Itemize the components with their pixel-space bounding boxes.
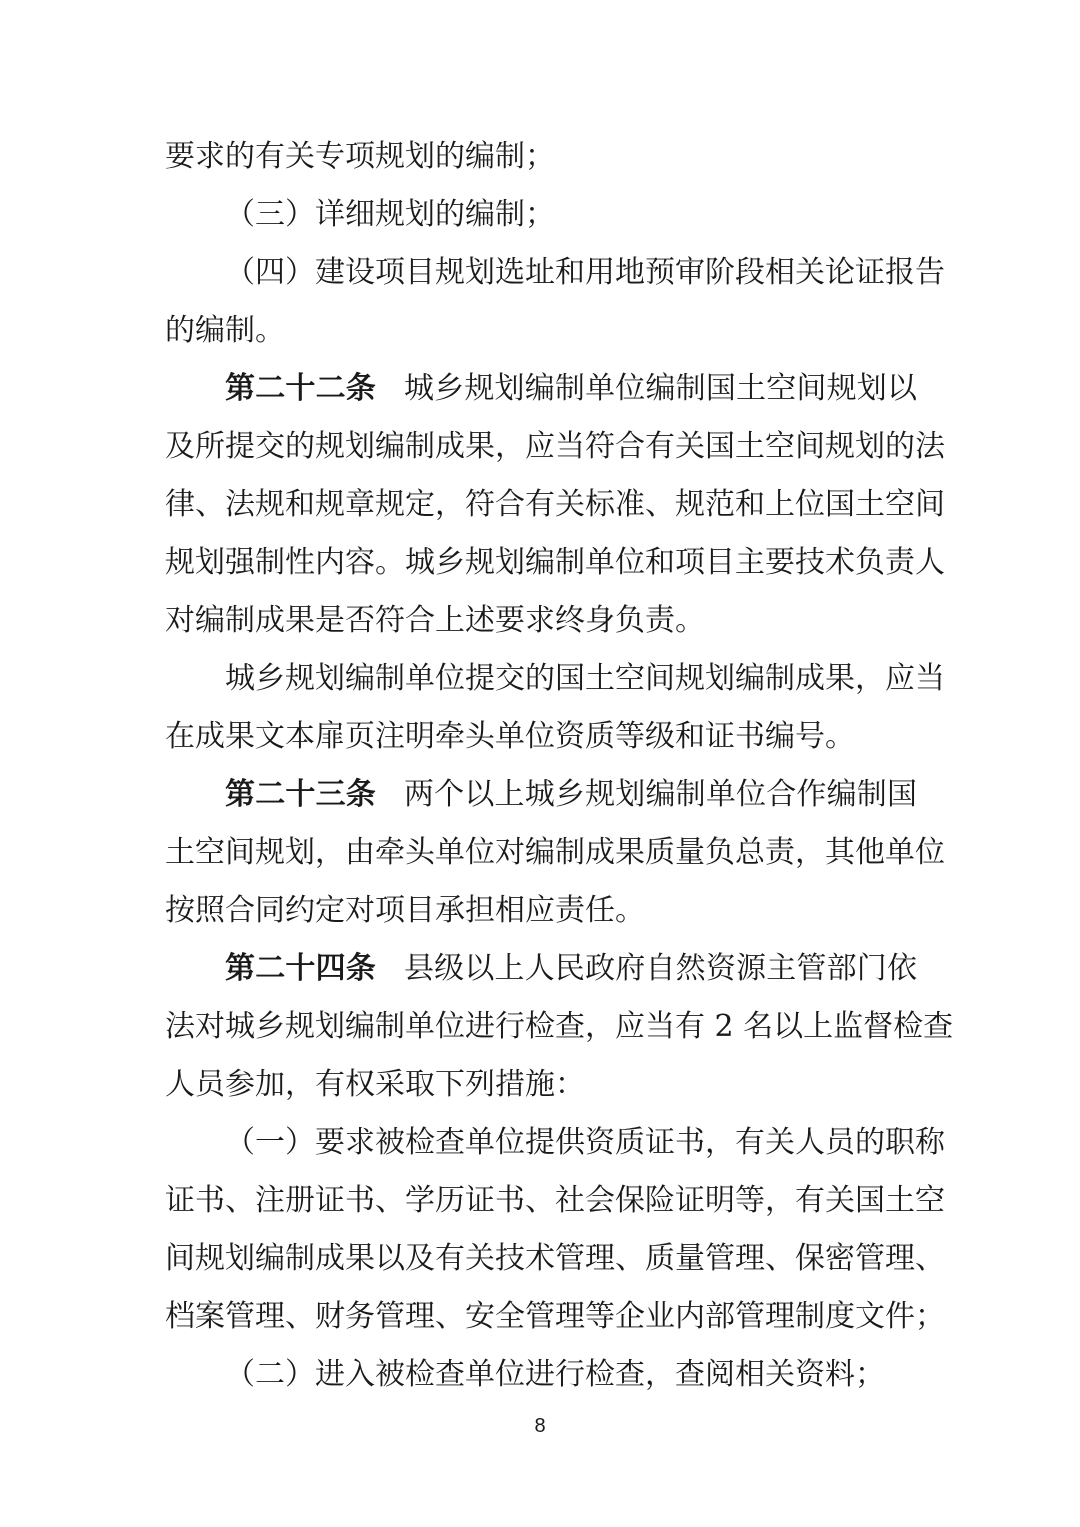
text-line: 的编制。: [165, 313, 285, 348]
document-page: [165, 128, 954, 1404]
page-number: 8: [534, 1415, 546, 1437]
text-line: 人员参加，有权采取下列措施：: [165, 1067, 585, 1102]
text-line: 在成果文本扉页注明牵头单位资质等级和证书编号。: [165, 719, 855, 754]
text-fragment: 县级以上人民政府自然资源主管部门依: [403, 951, 918, 986]
article-22-line: [165, 360, 917, 418]
text-line: 证书、注册证书、学历证书、社会保险证明等，有关国土空: [165, 1183, 945, 1218]
text-line: （四）建设项目规划选址和用地预审阶段相关论证报告: [225, 255, 945, 290]
text-line: （一）要求被检查单位提供资质证书，有关人员的职称: [225, 1125, 945, 1160]
article-24-line: [165, 940, 917, 998]
text-line: 要求的有关专项规划的编制；: [165, 139, 555, 174]
article-heading: 第二十三条: [225, 777, 376, 812]
article-heading: 第二十四条: [225, 951, 376, 986]
text-line: 及所提交的规划编制成果，应当符合有关国土空间规划的法: [165, 429, 945, 464]
text-line: （二）进入被检查单位进行检查，查阅相关资料；: [225, 1357, 885, 1392]
text-line: 对编制成果是否符合上述要求终身负责。: [165, 603, 705, 638]
text-line: 规划强制性内容。城乡规划编制单位和项目主要技术负责人: [165, 545, 945, 580]
text-fragment: 两个以上城乡规划编制单位合作编制国: [403, 777, 918, 812]
text-line: 法对城乡规划编制单位进行检查，应当有 2 名以上监督检查: [165, 1009, 954, 1044]
text-line: 按照合同约定对项目承担相应责任。: [165, 893, 645, 928]
article-23-line: [165, 766, 917, 824]
article-heading: 第二十二条: [225, 371, 376, 406]
text-line: 律、法规和规章规定，符合有关标准、规范和上位国土空间: [165, 487, 945, 522]
text-line: 档案管理、财务管理、安全管理等企业内部管理制度文件；: [165, 1299, 945, 1334]
text-line: （三）详细规划的编制；: [225, 197, 555, 232]
text-line: 土空间规划，由牵头单位对编制成果质量负总责，其他单位: [165, 835, 945, 870]
text-line: 间规划编制成果以及有关技术管理、质量管理、保密管理、: [165, 1241, 945, 1276]
text-line: 城乡规划编制单位提交的国土空间规划编制成果，应当: [225, 661, 945, 696]
text-fragment: 城乡规划编制单位编制国土空间规划以: [403, 371, 918, 406]
